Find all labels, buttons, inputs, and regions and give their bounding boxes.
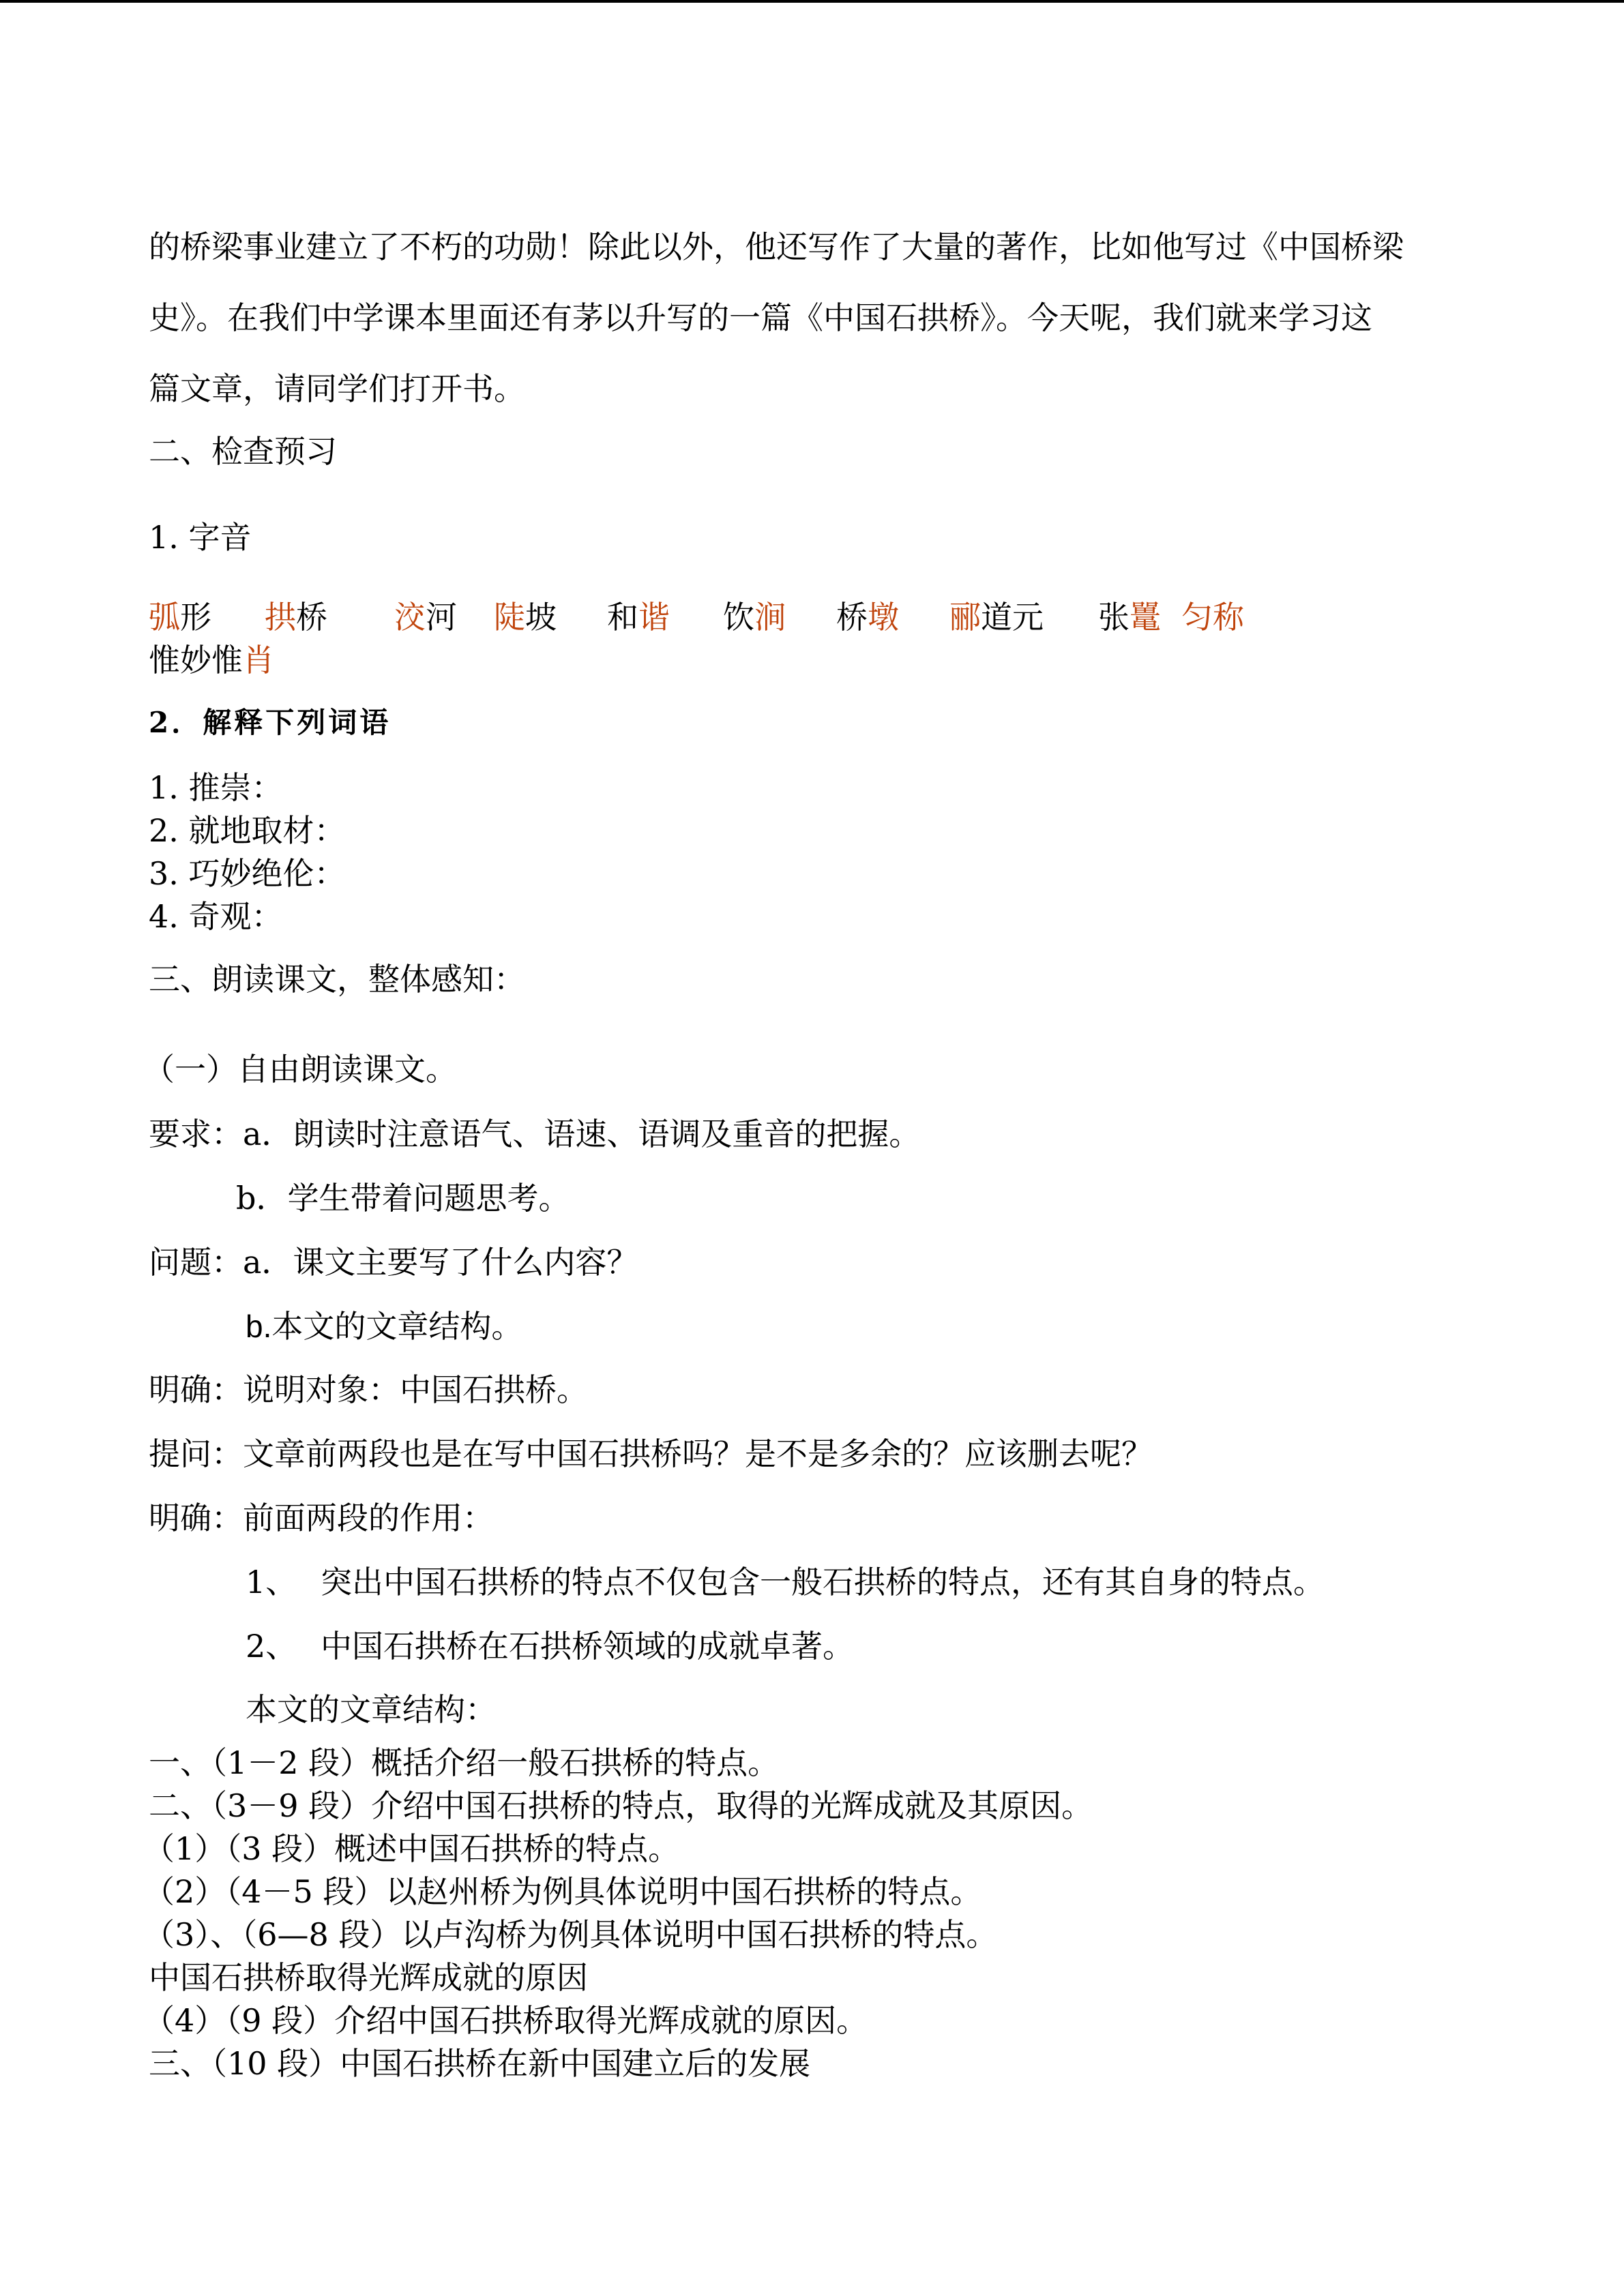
- word-huxing: 弧形: [149, 599, 211, 636]
- word-yinjian: 饮涧: [723, 599, 786, 636]
- clarify-purpose: 明确：前面两段的作用：: [149, 1500, 494, 1536]
- vocab-item-2: 2. 就地取材：: [149, 812, 346, 849]
- purpose-point-1-number: 1、: [246, 1564, 297, 1600]
- structure-heading: 本文的文章结构：: [246, 1691, 497, 1728]
- vocab-heading: 2．解释下列词语: [149, 706, 392, 739]
- structure-item-3: 三、（10 段）中国石拱桥在新中国建立后的发展: [149, 2045, 811, 2082]
- structure-item-2-3: （3）、（6—8 段）以卢沟桥为例具体说明中国石拱桥的特点。: [143, 1916, 998, 1953]
- vocab-item-1: 1. 推崇：: [149, 769, 283, 806]
- vocab-item-3: 3. 巧妙绝伦：: [149, 855, 346, 892]
- question-a: 问题：a．课文主要写了什么内容？: [149, 1244, 638, 1281]
- word-hexie: 和谐: [607, 599, 670, 636]
- structure-item-2-4: （4）（9 段）介绍中国石拱桥取得光辉成就的原因。: [143, 2002, 868, 2039]
- section-3-title: 三、朗读课文，整体感知：: [149, 961, 525, 998]
- question-first-paragraphs: 提问：文章前两段也是在写中国石拱桥吗？是不是多余的？应该删去呢？: [149, 1435, 1153, 1472]
- requirement-a: 要求：a．朗读时注意语气、语速、语调及重音的把握。: [149, 1116, 921, 1152]
- question-b: b.本文的文章结构。: [246, 1309, 523, 1344]
- structure-item-1: 一、（1－2 段）概括介绍一般石拱桥的特点。: [149, 1744, 780, 1781]
- purpose-point-2-number: 2、: [246, 1628, 297, 1665]
- word-yunchen: 匀称: [1181, 599, 1244, 636]
- word-qiaodun: 桥墩: [836, 599, 899, 636]
- purpose-point-1: 突出中国石拱桥的特点不仅包含一般石拱桥的特点，还有其自身的特点。: [321, 1564, 1325, 1600]
- word-doupo: 陡坡: [494, 599, 557, 636]
- requirement-b: b．学生带着问题思考。: [236, 1180, 570, 1217]
- structure-reasons-label: 中国石拱桥取得光辉成就的原因: [149, 1959, 588, 1996]
- word-lidaoyuan: 郦道元: [949, 599, 1044, 636]
- word-zhangtuo: 张鼍: [1098, 599, 1161, 636]
- structure-item-2-2: （2）（4－5 段）以赵州桥为例具体说明中国石拱桥的特点。: [143, 1873, 982, 1910]
- structure-item-2-1: （1）（3 段）概述中国石拱桥的特点。: [143, 1830, 680, 1867]
- vocab-item-4: 4. 奇观：: [149, 898, 283, 935]
- reading-subheading: （一）自由朗读课文。: [143, 1051, 457, 1088]
- section-2-title: 二、检查预习: [149, 433, 337, 470]
- purpose-point-2: 中国石拱桥在石拱桥领域的成就卓著。: [321, 1628, 854, 1665]
- intro-line-3: 篇文章，请同学们打开书。: [149, 370, 525, 407]
- word-weimiaoweixiao: 惟妙惟肖: [149, 642, 274, 679]
- word-xiaohe: 洨河: [394, 599, 457, 636]
- page-top-border: [0, 0, 1624, 3]
- clarify-object: 明确：说明对象：中国石拱桥。: [149, 1371, 588, 1408]
- intro-line-2: 史》。在我们中学课本里面还有茅以升写的一篇《中国石拱桥》。今天呢，我们就来学习这: [149, 299, 1372, 336]
- intro-line-1: 的桥梁事业建立了不朽的功勋！除此以外，他还写作了大量的著作，比如他写过《中国桥梁: [149, 228, 1404, 265]
- word-gongqiao: 拱桥: [265, 599, 327, 636]
- structure-item-2: 二、（3－9 段）介绍中国石拱桥的特点，取得的光辉成就及其原因。: [149, 1787, 1093, 1824]
- pronunciation-heading: 1. 字音: [149, 519, 252, 556]
